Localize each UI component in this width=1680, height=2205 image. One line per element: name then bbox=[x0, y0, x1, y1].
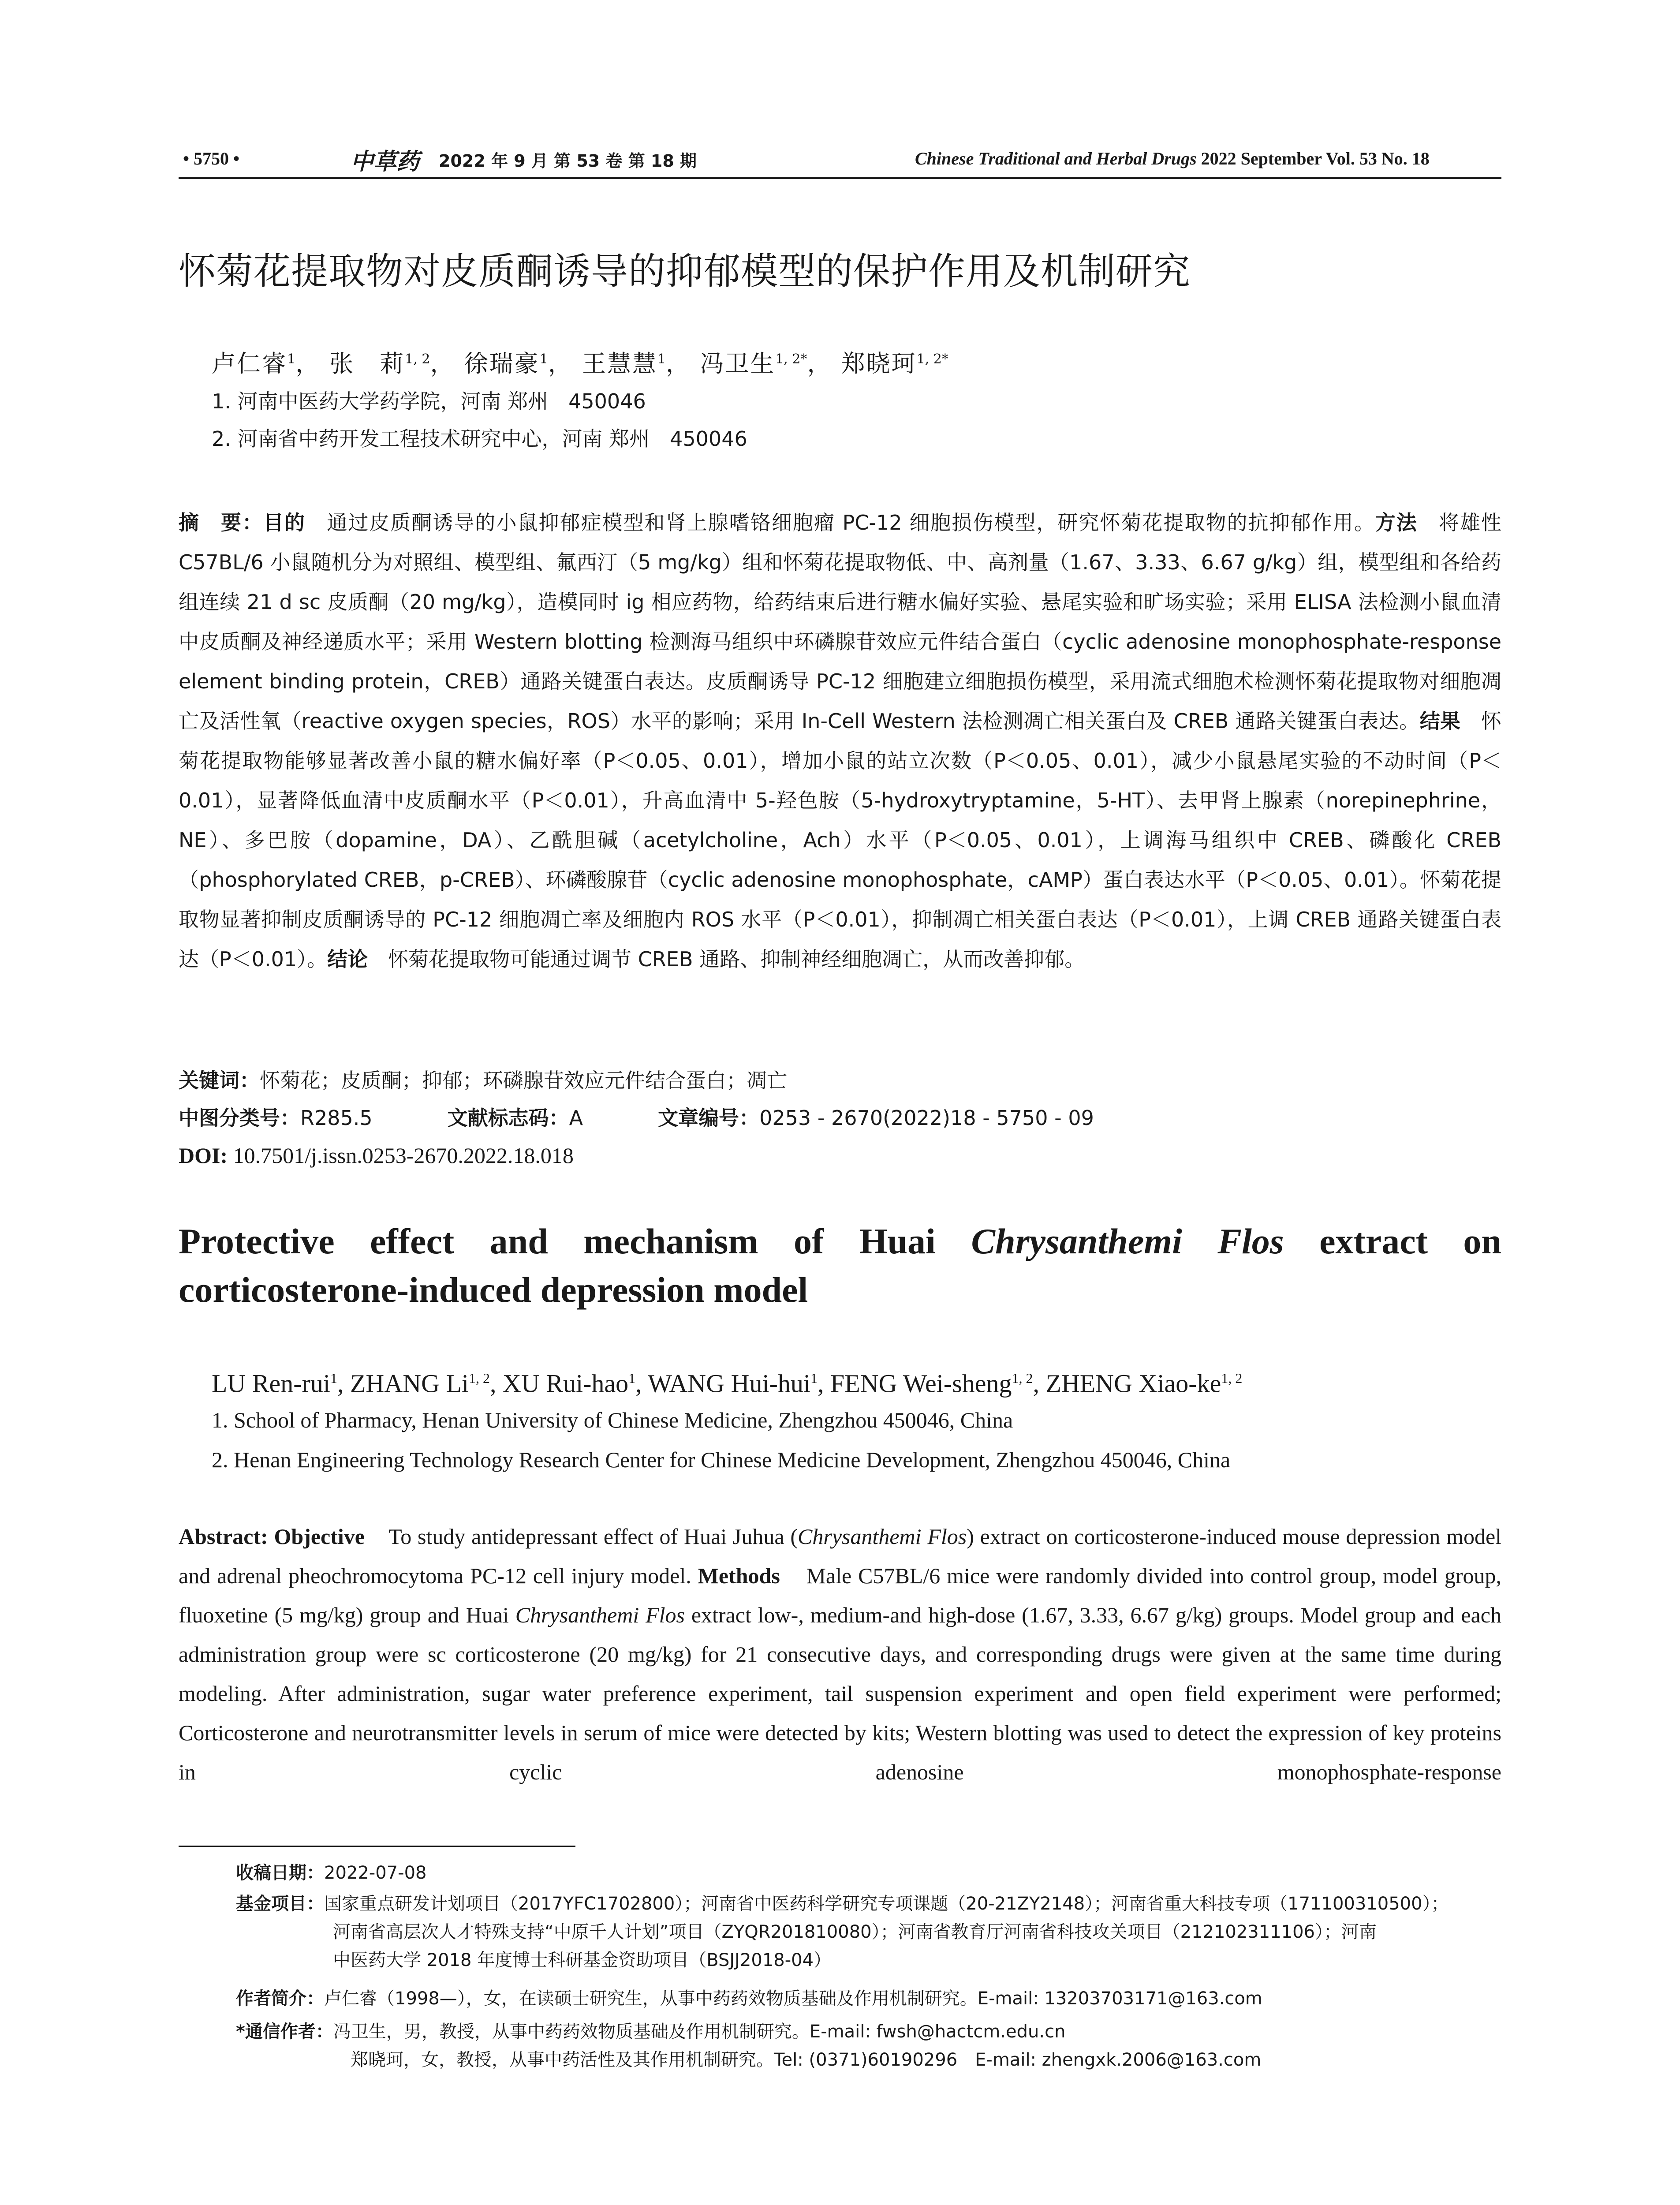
abstract-en: Abstract: Objective To study antidepressant effect of Huai Juhua (Chrysanthemi Flos) extract on corticosterone-induced mouse depression model and adrenal pheochromocytoma PC-12 cell injury model. Methods Male C57BL/6 mice were randomly divided into control group, model group, fluoxetine (5 mg/kg) group and Huai Chrysanthemi Flos extract low-, medium-and high-dose (1.67, 3.33, 6.67 g/kg) groups. Model group and each administration group were sc corticosterone (20 mg/kg) for 21 consecutive days, and corresponding drugs were given at the same time during modeling. After administration, sugar water preference experiment, tail suspension experiment and open field experiment were performed; Corticosterone and neurotransmitter levels in serum of mice were detected by kits; Western blotting was used to detect the expression of key proteins in cyclic adenosine monophosphate-response bbox=[179, 1524, 1502, 1784]
authors-en: LU Ren-rui$^1$, ZHANG Li$^{1, 2}$, XU Rui-hao$^1$, WANG Hui-hui$^1$, FENG Wei-sheng$^{1, 2}$, ZHENG Xiao-ke$^{1, 2}$ bbox=[212, 1369, 1243, 1398]
author-cn: 张 莉 bbox=[329, 350, 405, 377]
title-en: Protective effect and mechanism of Huai Chrysanthemi Flos extract on corticosterone-induced depression model bbox=[179, 1221, 1502, 1310]
title-cn: 怀菊花提取物对皮质酮诱导的抑郁模型的保护作用及机制研究 bbox=[179, 250, 1191, 293]
author-cn: 徐瑞豪 bbox=[464, 350, 540, 377]
running-header bbox=[179, 140, 1501, 176]
footnote-author: 作者简介：卢仁睿（1998—），女，在读硕士研究生，从事中药药效物质基础及作用机制研究。E-mail: 13203703171@163.com bbox=[236, 1988, 1262, 2009]
issue-cn: 2022 年 9 月 第 53 卷 第 18 期 bbox=[439, 151, 697, 171]
authors-cn: 卢仁睿$^1$， 张 莉$^{1, 2}$， 徐瑞豪$^1$， 王慧慧$^1$， 冯卫生$^{1, 2*}$， 郑晓珂$^{1, 2*}$ bbox=[212, 350, 948, 377]
classification-line: 中图分类号：R285.5 文献标志码：A 文章编号：0253 - 2670(2022)18 - 5750 - 09 bbox=[179, 1106, 1094, 1130]
header-rule bbox=[179, 177, 1501, 179]
author-cn: 卢仁睿 bbox=[212, 350, 287, 377]
footnote-rule bbox=[179, 1846, 575, 1847]
keywords-cn: 关键词：怀菊花；皮质酮；抑郁；环磷腺苷效应元件结合蛋白；凋亡 bbox=[179, 1069, 787, 1092]
affiliation-en-1: 1. School of Pharmacy, Henan University of Chinese Medicine, Zhengzhou 450046, China bbox=[212, 1408, 1013, 1432]
footnote-received: 收稿日期：2022-07-08 bbox=[236, 1863, 427, 1883]
journal-logo: 中草药 bbox=[351, 148, 420, 175]
author-cn: 王慧慧 bbox=[582, 350, 657, 377]
affiliation-en-2: 2. Henan Engineering Technology Research Center for Chinese Medicine Development, Zhengzhou 450046, China bbox=[212, 1447, 1231, 1472]
doi-line: DOI: 10.7501/j.issn.0253-2670.2022.18.018 bbox=[179, 1143, 574, 1168]
issue-en: Chinese Traditional and Herbal Drugs 2022 September Vol. 53 No. 18 bbox=[915, 149, 1430, 168]
affiliation-cn-2: 2. 河南省中药开发工程技术研究中心，河南 郑州 450046 bbox=[212, 427, 747, 451]
page-number: • 5750 • bbox=[183, 149, 240, 168]
affiliation-cn-1: 1. 河南中医药大学药学院，河南 郑州 450046 bbox=[212, 389, 646, 413]
footnote-fund: 基金项目：国家重点研发计划项目（2017YFC1702800）；河南省中医药科学研究专项课题（20-21ZY2148）；河南省重大科技专项（171100310500）； 河南省高层次人才特殊支持“中原千人计划”项目（ZYQR201810080）；河南省教育厅河南省科技攻关项目（212102311106）；河南 中医药大学 2018 年度博士科研基金资助项目（BSJJ2018-04） bbox=[236, 1894, 1449, 1970]
footnote-corresponding: *通信作者：冯卫生，男，教授，从事中药药效物质基础及作用机制研究。E-mail: fwsh@hactcm.edu.cn 郑晓珂，女，教授，从事中药活性及其作用机制研究。Tel: (0371)60190296 E-mail: zhengxk.2006@163.com bbox=[236, 2022, 1262, 2070]
abstract-cn: 摘 要：目的 通过皮质酮诱导的小鼠抑郁症模型和肾上腺嗜铬细胞瘤 PC-12 细胞损伤模型，研究怀菊花提取物的抗抑郁作用。方法 将雄性 C57BL/6 小鼠随机分为对照组、模型组、氟西汀（5 mg/kg）组和怀菊花提取物低、中、高剂量（1.67、3.33、6.67 g/kg）组，模型组和各给药组连续 21 d sc 皮质酮（20 mg/kg），造模同时 ig 相应药物，给药结束后进行糖水偏好实验、悬尾实验和旷场实验；采用 ELISA 法检测小鼠血清中皮质酮及神经递质水平；采用 Western blotting 检测海马组织中环磷腺苷效应元件结合蛋白（cyclic adenosine monophosphate-response element binding protein，CREB）通路关键蛋白表达。皮质酮诱导 PC-12 细胞建立细胞损伤模型，采用流式细胞术检测怀菊花提取物对细胞凋亡及活性氧（reactive oxygen species，ROS）水平的影响；采用 In-Cell Western 法检测凋亡相关蛋白及 CREB 通路关键蛋白表达。结果 怀菊花提取物能够显著改善小鼠的糖水偏好率（P＜0.05、0.01），增加小鼠的站立次数（P＜0.05、0.01），减少小鼠悬尾实验的不动时间（P＜0.01），显著降低血清中皮质酮水平（P＜0.01），升高血清中 5-羟色胺（5-hydroxytryptamine，5-HT）、去甲肾上腺素（norepinephrine，NE）、多巴胺（dopamine，DA）、乙酰胆碱（acetylcholine，Ach）水平（P＜0.05、0.01），上调海马组织中 CREB、磷酸化 CREB（phosphorylated CREB，p-CREB）、环磷酸腺苷（cyclic adenosine monophosphate，cAMP）蛋白表达水平（P＜0.05、0.01）。怀菊花提取物显著抑制皮质酮诱导的 PC-12 细胞凋亡率及细胞内 ROS 水平（P＜0.01），抑制凋亡相关蛋白表达（P＜0.01），上调 CREB 通路关键蛋白表达（P＜0.01）。结论 怀菊花提取物可能通过调节 CREB 通路、抑制神经细胞凋亡，从而改善抑郁。 bbox=[179, 511, 1502, 971]
author-cn: 郑晓珂 bbox=[841, 350, 917, 377]
author-cn: 冯卫生 bbox=[700, 350, 776, 377]
